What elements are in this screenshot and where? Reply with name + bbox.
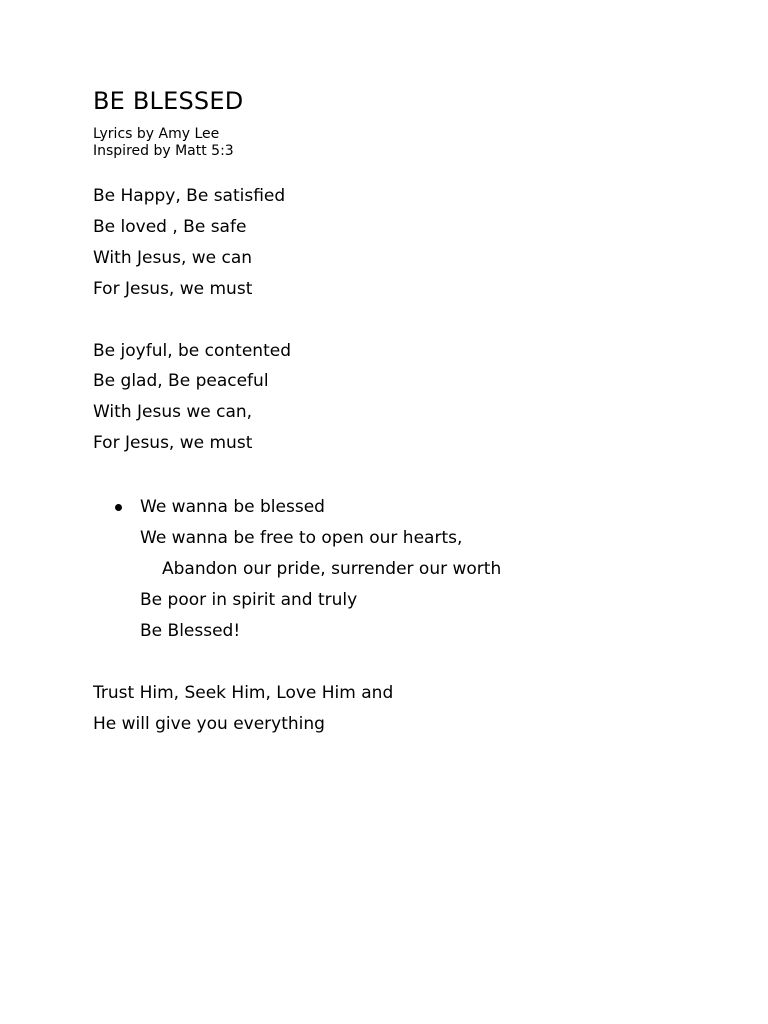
page-title: BE BLESSED (93, 87, 244, 115)
verse2-line: Be joyful, be contented (93, 341, 291, 361)
outro-line: He will give you everything (93, 714, 325, 734)
verse2-line: For Jesus, we must (93, 433, 253, 453)
chorus-line: We wanna be blessed (140, 497, 325, 517)
outro-line: Trust Him, Seek Him, Love Him and (93, 683, 394, 703)
verse1-line: Be Happy, Be satisfied (93, 186, 286, 206)
chorus-line: Be poor in spirit and truly (140, 590, 358, 610)
chorus-line: Be Blessed! (140, 621, 241, 641)
chorus-line: Abandon our pride, surrender our worth (162, 559, 502, 579)
verse1-line: For Jesus, we must (93, 279, 253, 299)
verse1-line: Be loved , Be safe (93, 217, 247, 237)
lyrics-credit: Lyrics by Amy Lee (93, 126, 220, 142)
bullet-point-icon (115, 504, 122, 511)
verse1-line: With Jesus, we can (93, 248, 253, 268)
scripture-reference: Inspired by Matt 5:3 (93, 143, 234, 159)
verse2-line: Be glad, Be peaceful (93, 371, 269, 391)
chorus-line: We wanna be free to open our hearts, (140, 528, 463, 548)
verse2-line: With Jesus we can, (93, 402, 253, 422)
